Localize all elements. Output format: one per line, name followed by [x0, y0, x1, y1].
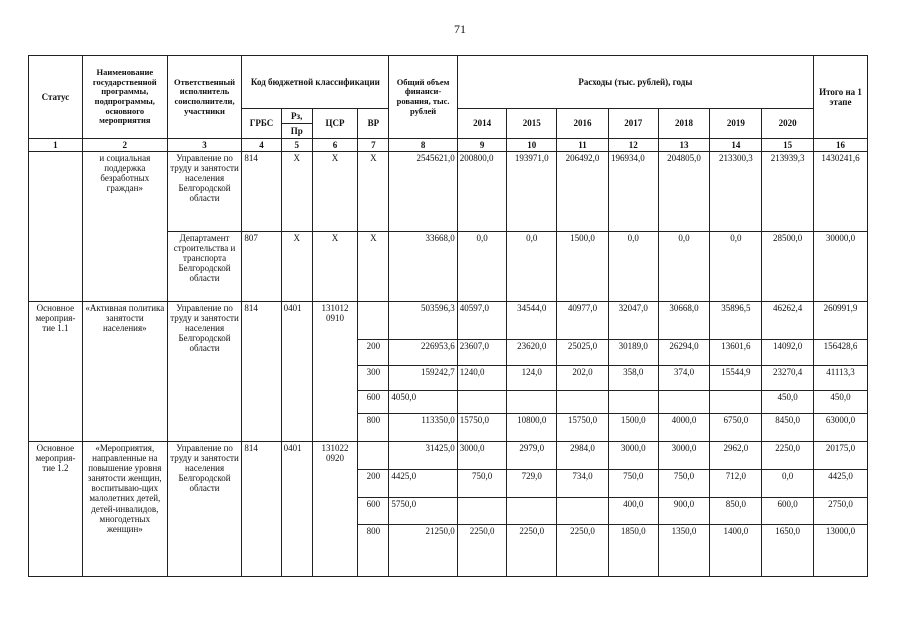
- executor-name: Департамент строительства и транспорта Белгородской области: [167, 232, 242, 302]
- year-value: 0,0: [658, 232, 710, 302]
- year-value: 13601,6: [710, 340, 762, 366]
- year-value: 400,0: [608, 498, 658, 525]
- column-number: 15: [762, 139, 814, 152]
- vr-cell: Х: [358, 152, 389, 232]
- year-value: 0,0: [762, 470, 814, 498]
- year-value: 124,0: [507, 366, 557, 391]
- column-number: 16: [813, 139, 867, 152]
- year-value: 750,0: [608, 470, 658, 498]
- year-value: 0,0: [507, 232, 557, 302]
- table-row: [29, 442, 868, 470]
- year-value: 1350,0: [658, 525, 710, 577]
- column-number: 4: [242, 139, 281, 152]
- total-cell: 31425,0: [389, 442, 457, 470]
- year-value: 196934,0: [608, 152, 658, 232]
- total-cell: 4425,0: [389, 470, 457, 498]
- year-value: 202,0: [557, 366, 609, 391]
- header-name: Наименование государственной программы, подпрограммы, основного мероприятия: [82, 56, 167, 139]
- column-number: 1: [29, 139, 83, 152]
- header-vr: ВР: [358, 109, 389, 139]
- rz-cell: Х: [281, 232, 312, 302]
- year-value: 750,0: [457, 470, 507, 498]
- total-cell: 503596,3: [389, 302, 457, 340]
- column-number: 10: [507, 139, 557, 152]
- year-value: 14092,0: [762, 340, 814, 366]
- status-cell: Основное мероприя-тие 1.1: [29, 302, 83, 442]
- year-value: [507, 498, 557, 525]
- column-number: 3: [167, 139, 242, 152]
- column-number: 11: [557, 139, 609, 152]
- year-value: 200800,0: [457, 152, 507, 232]
- header-year: 2017: [608, 109, 658, 139]
- stage-total: 4425,0: [813, 470, 867, 498]
- grbs-cell: 807: [242, 232, 281, 302]
- year-value: 10800,0: [507, 414, 557, 442]
- csr-cell: Х: [312, 152, 358, 232]
- vr-cell: [358, 302, 389, 340]
- rz-cell: Х: [281, 152, 312, 232]
- grbs-cell: 814: [242, 302, 281, 442]
- page-number: 71: [454, 22, 466, 36]
- year-value: 1650,0: [762, 525, 814, 577]
- grbs-cell: 814: [242, 152, 281, 232]
- stage-total: 450,0: [813, 391, 867, 414]
- vr-cell: [358, 442, 389, 470]
- total-cell: 113350,0: [389, 414, 457, 442]
- year-value: 0,0: [608, 232, 658, 302]
- vr-cell: 200: [358, 470, 389, 498]
- year-value: 3000,0: [457, 442, 507, 470]
- vr-cell: 600: [358, 498, 389, 525]
- column-number: 7: [358, 139, 389, 152]
- stage-total: 30000,0: [813, 232, 867, 302]
- year-value: 1500,0: [608, 414, 658, 442]
- year-value: 15750,0: [457, 414, 507, 442]
- stage-total: 1430241,6: [813, 152, 867, 232]
- status-cell: Основное мероприя-тие 1.2: [29, 442, 83, 577]
- year-value: 450,0: [762, 391, 814, 414]
- budget-table: [28, 55, 868, 577]
- header-total-stage: Итого на 1 этапе: [813, 56, 867, 139]
- year-value: 1240,0: [457, 366, 507, 391]
- executor-name: Управление по труду и занятости населения Белгородской области: [167, 442, 242, 577]
- column-number: 9: [457, 139, 507, 152]
- year-value: 15750,0: [557, 414, 609, 442]
- stage-total: 13000,0: [813, 525, 867, 577]
- stage-total: 260991,9: [813, 302, 867, 340]
- year-value: 193971,0: [507, 152, 557, 232]
- column-number: 2: [82, 139, 167, 152]
- year-value: 750,0: [658, 470, 710, 498]
- year-value: [557, 498, 609, 525]
- grbs-cell: 814: [242, 442, 281, 577]
- rz-cell: 0401: [281, 442, 312, 577]
- year-value: 2250,0: [457, 525, 507, 577]
- vr-cell: 200: [358, 340, 389, 366]
- year-value: 1850,0: [608, 525, 658, 577]
- year-value: 734,0: [557, 470, 609, 498]
- year-value: 213300,3: [710, 152, 762, 232]
- csr-cell: 131022 0920: [312, 442, 358, 577]
- year-value: 8450,0: [762, 414, 814, 442]
- program-name: «Мероприятия, направленные на повышение уровня занятости женщин, воспитываю-щих малолетних детей, детей-инвалидов, многодетных женщин»: [82, 442, 167, 577]
- year-value: 2962,0: [710, 442, 762, 470]
- stage-total: 41113,3: [813, 366, 867, 391]
- year-value: [457, 391, 507, 414]
- header-row-1: [29, 56, 868, 109]
- vr-cell: 800: [358, 414, 389, 442]
- table-row: [29, 152, 868, 232]
- year-value: 15544,9: [710, 366, 762, 391]
- executor-name: Управление по труду и занятости населения Белгородской области: [167, 302, 242, 442]
- header-year: 2015: [507, 109, 557, 139]
- year-value: 2984,0: [557, 442, 609, 470]
- vr-cell: Х: [358, 232, 389, 302]
- year-value: 34544,0: [507, 302, 557, 340]
- rz-cell: 0401: [281, 302, 312, 442]
- year-value: 3000,0: [658, 442, 710, 470]
- year-value: 1400,0: [710, 525, 762, 577]
- year-value: 40977,0: [557, 302, 609, 340]
- year-value: 32047,0: [608, 302, 658, 340]
- year-value: [658, 391, 710, 414]
- year-value: [710, 391, 762, 414]
- year-value: 23607,0: [457, 340, 507, 366]
- year-value: 374,0: [658, 366, 710, 391]
- header-budget-code: Код бюджетной классификации: [242, 56, 389, 109]
- header-total-financing: Общий объем финанси-рования, тыс. рублей: [389, 56, 457, 139]
- stage-total: 156428,6: [813, 340, 867, 366]
- year-value: [457, 498, 507, 525]
- table-row: [29, 302, 868, 340]
- header-year: 2019: [710, 109, 762, 139]
- year-value: [608, 391, 658, 414]
- year-value: 2250,0: [507, 525, 557, 577]
- header-year: 2014: [457, 109, 507, 139]
- csr-cell: Х: [312, 232, 358, 302]
- year-value: 213939,3: [762, 152, 814, 232]
- total-cell: 159242,7: [389, 366, 457, 391]
- header-pr: Пр: [281, 124, 312, 139]
- year-value: 712,0: [710, 470, 762, 498]
- year-value: 23270,4: [762, 366, 814, 391]
- year-value: 40597,0: [457, 302, 507, 340]
- year-value: 4000,0: [658, 414, 710, 442]
- program-name: «Активная политика занятости населения»: [82, 302, 167, 442]
- year-value: 0,0: [457, 232, 507, 302]
- header-year: 2016: [557, 109, 609, 139]
- header-executor: Ответственный исполнитель соисполнители, участники: [167, 56, 242, 139]
- year-value: 6750,0: [710, 414, 762, 442]
- stage-total: 63000,0: [813, 414, 867, 442]
- year-value: 204805,0: [658, 152, 710, 232]
- year-value: 1500,0: [557, 232, 609, 302]
- column-number: 6: [312, 139, 358, 152]
- year-value: 25025,0: [557, 340, 609, 366]
- year-value: 2979,0: [507, 442, 557, 470]
- vr-cell: 300: [358, 366, 389, 391]
- column-number-row: [29, 139, 868, 152]
- vr-cell: 800: [358, 525, 389, 577]
- header-grbs: ГРБС: [242, 109, 281, 139]
- header-expenses: Расходы (тыс. рублей), годы: [457, 56, 813, 109]
- header-status: Статус: [29, 56, 83, 139]
- year-value: 0,0: [710, 232, 762, 302]
- year-value: 26294,0: [658, 340, 710, 366]
- year-value: 729,0: [507, 470, 557, 498]
- stage-total: 2750,0: [813, 498, 867, 525]
- column-number: 14: [710, 139, 762, 152]
- total-cell: 5750,0: [389, 498, 457, 525]
- total-cell: 21250,0: [389, 525, 457, 577]
- column-number: 13: [658, 139, 710, 152]
- year-value: [557, 391, 609, 414]
- year-value: 46262,4: [762, 302, 814, 340]
- executor-name: Управление по труду и занятости населения Белгородской области: [167, 152, 242, 232]
- stage-total: 20175,0: [813, 442, 867, 470]
- csr-cell: 131012 0910: [312, 302, 358, 442]
- program-name: и социальная поддержка безработных граждан»: [82, 152, 167, 302]
- year-value: 35896,5: [710, 302, 762, 340]
- column-number: 12: [608, 139, 658, 152]
- total-cell: 4050,0: [389, 391, 457, 414]
- total-cell: 33668,0: [389, 232, 457, 302]
- year-value: 600,0: [762, 498, 814, 525]
- header-year: 2018: [658, 109, 710, 139]
- column-number: 8: [389, 139, 457, 152]
- year-value: 2250,0: [762, 442, 814, 470]
- year-value: 900,0: [658, 498, 710, 525]
- total-cell: 226953,6: [389, 340, 457, 366]
- year-value: 358,0: [608, 366, 658, 391]
- total-cell: 2545621,0: [389, 152, 457, 232]
- year-value: 30668,0: [658, 302, 710, 340]
- year-value: 206492,0: [557, 152, 609, 232]
- header-csr: ЦСР: [312, 109, 358, 139]
- header-year: 2020: [762, 109, 814, 139]
- year-value: 3000,0: [608, 442, 658, 470]
- year-value: 2250,0: [557, 525, 609, 577]
- header-rz: Рз,: [281, 109, 312, 124]
- vr-cell: 600: [358, 391, 389, 414]
- year-value: [507, 391, 557, 414]
- column-number: 5: [281, 139, 312, 152]
- year-value: 28500,0: [762, 232, 814, 302]
- year-value: 30189,0: [608, 340, 658, 366]
- status-cell: [29, 152, 83, 302]
- year-value: 850,0: [710, 498, 762, 525]
- year-value: 23620,0: [507, 340, 557, 366]
